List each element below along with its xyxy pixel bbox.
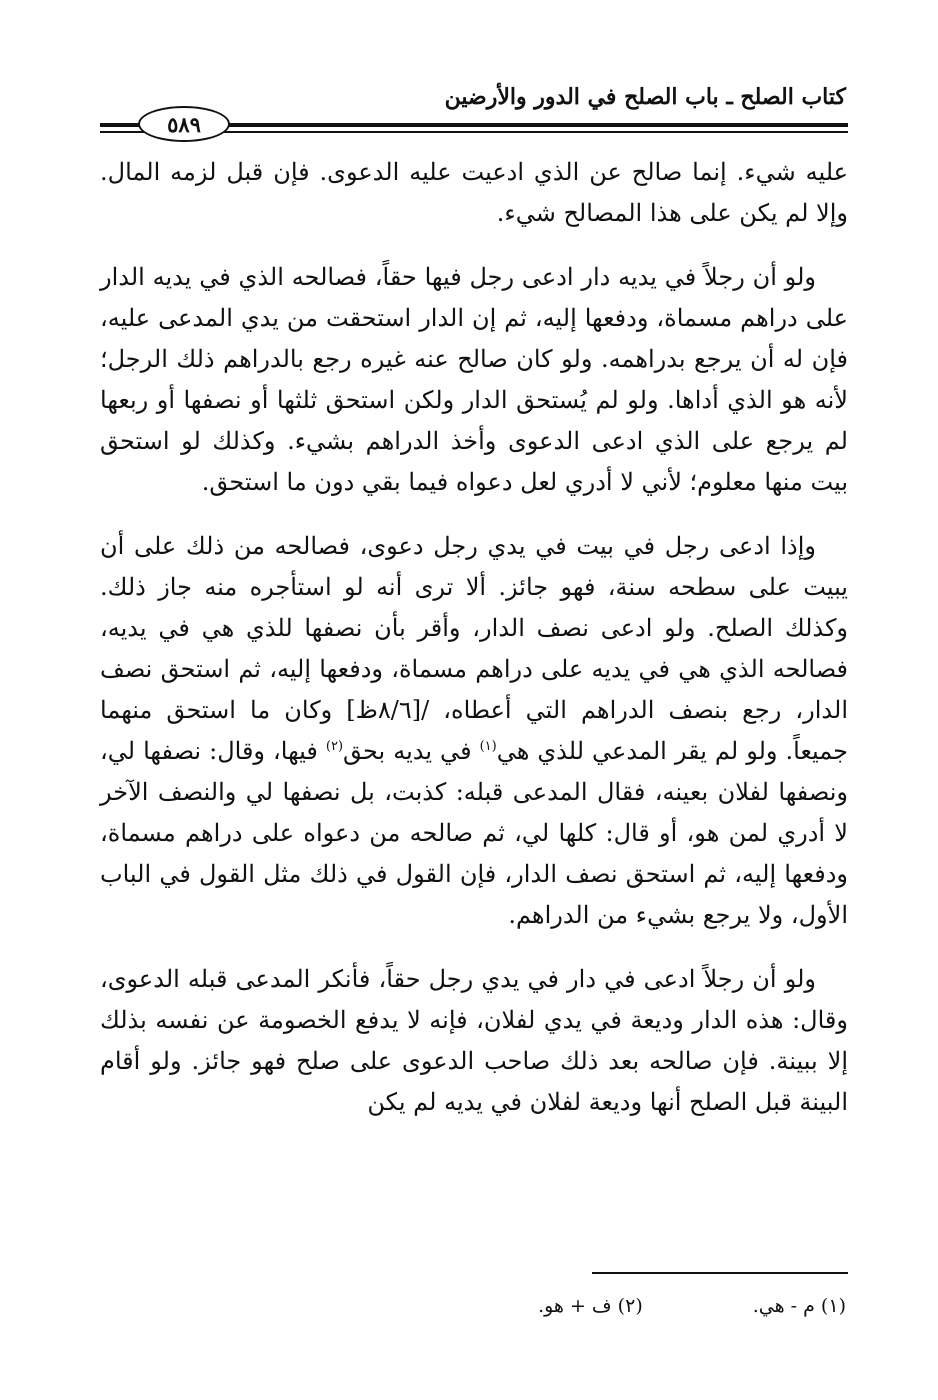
paragraph-text: ولو أن رجلاً ادعى في دار في يدي رجل حقاً، فأنكر المدعى قبله الدعوى، وقال: هذه الدار وديعة في يدي لفلان، فإنه لا يدفع الخصومة عن نفسه بذلك إلا ببينة. فإن صالحه بعد ذلك صاحب الدعوى على صلح فهو جائز. ولو أقام البينة قبل الصلح أنها وديعة لفلان في يديه لم يكن: [100, 965, 848, 1116]
paragraph-text: وإذا ادعى رجل في بيت في يدي رجل دعوى، فصالحه من ذلك على أن يبيت على سطحه سنة، فهو جائز. ألا ترى أنه لو استأجره منه جاز ذلك. وكذلك الصلح. ولو ادعى نصف الدار، وأقر بأن نصفها للذي هي في يديه، فصالحه الذي هي في يديه على دراهم مسماة، ودفعها إليه، ثم استحق نصف الدار، رجع بنصف الدراهم التي أعطاه، /[٨/٦ظ] وكان ما استحق منهما جميعاً. ولو لم يقر المدعي للذي هي: [100, 532, 848, 765]
paragraph-text: فيها، وقال: نصفها لي، ونصفها لفلان بعينه، فقال المدعى قبله: كذبت، بل نصفها لي والنصف الآخر لا أدري لمن هو، أو قال: كلها لي، ثم صالحه من دعواه على دراهم مسماة، ودفعها إليه، ثم استحق نصف الدار، فإن القول في ذلك مثل القول في الباب الأول، ولا يرجع بشيء من الدراهم.: [100, 737, 848, 929]
paragraph-text: عليه شيء. إنما صالح عن الذي ادعيت عليه الدعوى. فإن قبل لزمه المال. وإلا لم يكن على هذا المصالح شيء.: [100, 158, 848, 227]
paragraph: [100, 152, 848, 234]
paragraph-text: في يديه بحق: [343, 737, 480, 765]
footnote-rule: [592, 1272, 848, 1274]
footnote-2: (٢) ف + هو.: [538, 1295, 643, 1317]
footnotes: [286, 1292, 846, 1320]
paragraph: [100, 257, 848, 503]
footnote-marker: (٢): [325, 739, 344, 754]
page-number: ٥٨٩: [138, 106, 230, 142]
running-head: كتاب الصلح ـ باب الصلح في الدور والأرضين: [444, 84, 846, 110]
body-text: [100, 152, 848, 1146]
footnote-marker: (١): [479, 739, 497, 754]
footnote-1: (١) م - هي.: [752, 1295, 846, 1317]
paragraph: [100, 959, 848, 1123]
paragraph-text: ولو أن رجلاً في يديه دار ادعى رجل فيها حقاً، فصالحه الذي في يديه الدار على دراهم مسماة، ودفعها إليه، ثم إن الدار استحقت من يدي المدعى عليه، فإن له أن يرجع بدراهمه. ولو كان صالح عنه غيره رجع بالدراهم ذلك الرجل؛ لأنه هو الذي أداها. ولو لم يُستحق الدار ولكن استحق ثلثها أو نصفها أو ربعها لم يرجع على الذي ادعى الدعوى وأخذ الدراهم بشيء. وكذلك لو استحق بيت منها معلوم؛ لأني لا أدري لعل دعواه فيما بقي دون ما استحق.: [100, 263, 848, 496]
paragraph: [100, 526, 848, 936]
